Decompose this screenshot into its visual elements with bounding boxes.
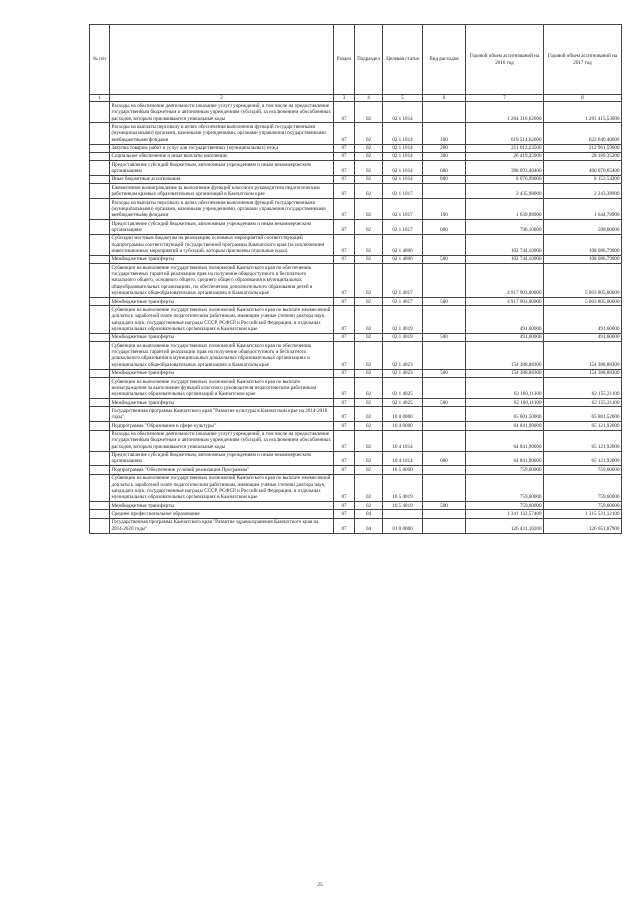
table-row bbox=[90, 502, 622, 510]
cell-section: 07 bbox=[334, 184, 355, 199]
table-row bbox=[90, 474, 622, 501]
cell-target-article: 02 1 1014 bbox=[383, 144, 423, 152]
cell-expense-type bbox=[423, 518, 466, 533]
cell-amount-2016: 64 841,90000 bbox=[466, 422, 544, 430]
table-row bbox=[90, 161, 622, 176]
cell-name: Среднее профессиональное образование bbox=[110, 510, 334, 518]
cell-amount-2016: 4 917 903,00000 bbox=[466, 264, 544, 298]
cell-amount-2016: 211 612,23500 bbox=[466, 144, 544, 152]
cell-amount-2016: 102 744,10000 bbox=[466, 255, 544, 263]
cell-subsection: 02 bbox=[355, 199, 383, 220]
column-numbers-row bbox=[90, 95, 622, 102]
cell-name: Межбюджетные трансферты bbox=[110, 333, 334, 341]
cell-expense-type: 500 bbox=[423, 502, 466, 510]
cell-name: Подпрограмма "Образование в сфере культуры" bbox=[110, 422, 334, 430]
col-number: 1 bbox=[90, 95, 110, 102]
cell-target-article: 10 5 0000 bbox=[383, 466, 423, 474]
cell-num bbox=[90, 298, 110, 306]
cell-name: Подпрограмма "Обеспечение условий реализации Программы" bbox=[110, 466, 334, 474]
col-number: 6 bbox=[423, 95, 466, 102]
cell-amount-2016: 154 388,88300 bbox=[466, 369, 544, 377]
cell-num bbox=[90, 234, 110, 255]
table-row bbox=[90, 306, 622, 333]
cell-target-article: 02 1 1014 bbox=[383, 175, 423, 183]
cell-amount-2017: 126 651,87900 bbox=[544, 518, 622, 533]
cell-subsection: 02 bbox=[355, 264, 383, 298]
cell-target-article: 02 1 4019 bbox=[383, 333, 423, 341]
cell-amount-2016: 759,60000 bbox=[466, 502, 544, 510]
cell-section: 07 bbox=[334, 199, 355, 220]
cell-expense-type: 600 bbox=[423, 220, 466, 235]
cell-amount-2017: 65 881,52000 bbox=[544, 407, 622, 422]
cell-expense-type bbox=[423, 430, 466, 451]
col-number: 7 bbox=[466, 95, 544, 102]
cell-amount-2016: 398 693,40400 bbox=[466, 161, 544, 176]
cell-subsection: 02 bbox=[355, 255, 383, 263]
cell-expense-type bbox=[423, 184, 466, 199]
table-row bbox=[90, 298, 622, 306]
header-exp-type: Вид расходов bbox=[423, 25, 466, 95]
table-row bbox=[90, 144, 622, 152]
header-section: Раздел bbox=[334, 25, 355, 95]
cell-section: 07 bbox=[334, 255, 355, 263]
cell-subsection: 02 bbox=[355, 430, 383, 451]
cell-amount-2016: 759,60000 bbox=[466, 466, 544, 474]
cell-subsection: 02 bbox=[355, 161, 383, 176]
table-row bbox=[90, 199, 622, 220]
cell-name: Иные бюджетные ассигнования bbox=[110, 175, 334, 183]
cell-name: Субвенции на выполнение государственных полномочий Камчатского края по выплате ежемесячной доплаты к заработной плате педагогическим работникам, имеющим ученые степени доктора наук, кандидата наук, государственные награды СССР, РСФСР и Российской Федерации, в отдельных муниципальных образовательных организациях в Камчатском крае bbox=[110, 306, 334, 333]
cell-num bbox=[90, 184, 110, 199]
cell-num bbox=[90, 199, 110, 220]
cell-num bbox=[90, 378, 110, 399]
cell-subsection: 02 bbox=[355, 407, 383, 422]
cell-target-article: 02 1 4017 bbox=[383, 298, 423, 306]
cell-num bbox=[90, 510, 110, 518]
cell-section: 07 bbox=[334, 306, 355, 333]
cell-amount-2017: 154 388,88300 bbox=[544, 369, 622, 377]
cell-target-article: 02 1 4006 bbox=[383, 255, 423, 263]
cell-target-article: 10 4 1014 bbox=[383, 451, 423, 466]
cell-name: Субвенции на выполнение государственных полномочий Камчатского края по выплате ежемесячной доплаты к заработной плате педагогическим работникам, имеющим ученые степени доктора наук, кандидата наук, государственные награды СССР, РСФСР и Российской Федерации, в отдельных муниципальных образовательных организациях в Камчатском крае bbox=[110, 474, 334, 501]
header-2017: Годовой объем ассигнований на 2017 год bbox=[544, 25, 622, 95]
header-subsection: Подраздел bbox=[355, 25, 383, 95]
cell-amount-2016: 26 419,35900 bbox=[466, 152, 544, 160]
table-row bbox=[90, 430, 622, 451]
cell-amount-2016: 1 639,88900 bbox=[466, 199, 544, 220]
cell-target-article: 02 1 4025 bbox=[383, 399, 423, 407]
cell-expense-type bbox=[423, 378, 466, 399]
cell-target-article: 02 1 4023 bbox=[383, 369, 423, 377]
cell-expense-type: 600 bbox=[423, 161, 466, 176]
cell-amount-2016: 2 435,98900 bbox=[466, 184, 544, 199]
cell-num bbox=[90, 466, 110, 474]
cell-num bbox=[90, 342, 110, 369]
table-row bbox=[90, 422, 622, 430]
cell-subsection: 04 bbox=[355, 518, 383, 533]
cell-name: Социальное обеспечение и иные выплаты населению bbox=[110, 152, 334, 160]
cell-target-article: 02 1 1014 bbox=[383, 102, 423, 123]
table-row bbox=[90, 378, 622, 399]
cell-amount-2016: 491,60000 bbox=[466, 333, 544, 341]
cell-name: Ежемесячное вознаграждение за выполнение функций классного руководителя педагогическим работникам краевых образовательных организаций в Камчатском крае bbox=[110, 184, 334, 199]
cell-subsection: 02 bbox=[355, 422, 383, 430]
table-row bbox=[90, 102, 622, 123]
cell-num bbox=[90, 407, 110, 422]
table-row bbox=[90, 123, 622, 144]
cell-expense-type: 600 bbox=[423, 451, 466, 466]
cell-expense-type: 500 bbox=[423, 298, 466, 306]
cell-name: Предоставление субсидий бюджетным, автономным учреждениям и иным некоммерческим организациям bbox=[110, 220, 334, 235]
cell-amount-2016: 62 160,11100 bbox=[466, 399, 544, 407]
cell-subsection: 02 bbox=[355, 466, 383, 474]
table-row bbox=[90, 264, 622, 298]
cell-amount-2017: 759,60000 bbox=[544, 502, 622, 510]
cell-subsection: 02 bbox=[355, 474, 383, 501]
cell-amount-2016: 102 744,10000 bbox=[466, 234, 544, 255]
cell-expense-type bbox=[423, 510, 466, 518]
cell-amount-2017: 5 003 805,00000 bbox=[544, 264, 622, 298]
cell-amount-2017: 108 086,79000 bbox=[544, 255, 622, 263]
cell-section: 07 bbox=[334, 466, 355, 474]
cell-expense-type: 100 bbox=[423, 199, 466, 220]
cell-expense-type bbox=[423, 466, 466, 474]
cell-expense-type bbox=[423, 102, 466, 123]
cell-amount-2016: 64 841,90000 bbox=[466, 430, 544, 451]
cell-target-article: 10 4 1014 bbox=[383, 430, 423, 451]
cell-amount-2016: 62 160,11100 bbox=[466, 378, 544, 399]
cell-name: Расходы на обеспечение деятельности (оказание услуг) учреждений, в том числе на предоставление государственным бюджетным и автономным учреждениям субсидий, за исключением обособленных расходов, которым присваиваются уникальные коды bbox=[110, 430, 334, 451]
cell-subsection: 02 bbox=[355, 152, 383, 160]
cell-amount-2016: 1 341 132,57400 bbox=[466, 510, 544, 518]
cell-amount-2017: 2 243,38900 bbox=[544, 184, 622, 199]
cell-num bbox=[90, 102, 110, 123]
cell-amount-2017: 759,60000 bbox=[544, 474, 622, 501]
cell-section: 07 bbox=[334, 430, 355, 451]
cell-target-article: 02 1 4017 bbox=[383, 264, 423, 298]
cell-name: Субвенции на выполнение государственных полномочий Камчатского края по выплате вознаграждения за выполнение функций классного руководителя педагогическим работникам муниципальных образовательных организаций в Камчатском крае bbox=[110, 378, 334, 399]
cell-subsection: 02 bbox=[355, 184, 383, 199]
cell-num bbox=[90, 220, 110, 235]
table-row bbox=[90, 234, 622, 255]
col-number: 2 bbox=[110, 95, 334, 102]
header-2016: Годовой объем ассигнований на 2016 год bbox=[466, 25, 544, 95]
cell-section: 07 bbox=[334, 161, 355, 176]
cell-name: Расходы на выплаты персоналу в целях обеспечения выполнения функций государственными (муниципальными) органами, казенными учреждениями, органами управления государственными внебюджетными фондами bbox=[110, 123, 334, 144]
cell-name: Предоставление субсидий бюджетным, автономным учреждениям и иным некоммерческим организациям bbox=[110, 451, 334, 466]
cell-amount-2016: 65 601,50000 bbox=[466, 407, 544, 422]
cell-target-article: 10 5 4019 bbox=[383, 474, 423, 501]
cell-section: 07 bbox=[334, 342, 355, 369]
cell-amount-2017: 622 040,40600 bbox=[544, 123, 622, 144]
cell-num bbox=[90, 474, 110, 501]
table-row bbox=[90, 220, 622, 235]
cell-target-article bbox=[383, 510, 423, 518]
col-number: 5 bbox=[383, 95, 423, 102]
cell-subsection: 02 bbox=[355, 399, 383, 407]
cell-section: 07 bbox=[334, 518, 355, 533]
cell-amount-2017: 598,60000 bbox=[544, 220, 622, 235]
cell-subsection: 02 bbox=[355, 123, 383, 144]
cell-num bbox=[90, 333, 110, 341]
cell-name: Расходы на выплаты персоналу в целях обеспечения выполнения функций государственными (муниципальными) органами, казенными учреждениями, органами управления государственными внебюджетными фондами bbox=[110, 199, 334, 220]
header-target: Целевая статья bbox=[383, 25, 423, 95]
cell-num bbox=[90, 255, 110, 263]
cell-section: 07 bbox=[334, 510, 355, 518]
cell-name: Государственная программа Камчатского края "Развитие культуры в Камчатском крае на 2014-2018 годы" bbox=[110, 407, 334, 422]
cell-name: Субвенции на выполнение государственных полномочий Камчатского края по обеспечению государственных гарантий реализации прав на получение общедоступного и бесплатного начального общего, основного общего, среднего общего образования в муниципальных общеобразовательных организациях, по обеспечению дополнительного образования детей в муниципальных общеобразовательных организациях в Камчатском крае bbox=[110, 264, 334, 298]
cell-name: Предоставление субсидий бюджетным, автономным учреждениям и иным некоммерческим организациям bbox=[110, 161, 334, 176]
cell-num bbox=[90, 518, 110, 533]
cell-amount-2017: 491,60000 bbox=[544, 306, 622, 333]
cell-target-article: 02 1 4006 bbox=[383, 234, 423, 255]
cell-expense-type: 500 bbox=[423, 333, 466, 341]
cell-amount-2017: 62 155,21100 bbox=[544, 378, 622, 399]
cell-expense-type: 200 bbox=[423, 144, 466, 152]
cell-amount-2016: 64 841,90000 bbox=[466, 451, 544, 466]
cell-amount-2016: 126 431,10200 bbox=[466, 518, 544, 533]
cell-section: 07 bbox=[334, 264, 355, 298]
cell-num bbox=[90, 422, 110, 430]
cell-num bbox=[90, 430, 110, 451]
table-row bbox=[90, 175, 622, 183]
cell-expense-type bbox=[423, 306, 466, 333]
header-num: № п/п bbox=[90, 25, 110, 95]
cell-amount-2016: 8 076,99600 bbox=[466, 175, 544, 183]
cell-section: 07 bbox=[334, 123, 355, 144]
cell-subsection: 02 bbox=[355, 175, 383, 183]
budget-table bbox=[89, 24, 622, 534]
cell-amount-2017: 62 155,21100 bbox=[544, 399, 622, 407]
cell-section: 07 bbox=[334, 175, 355, 183]
cell-name: Межбюджетные трансферты bbox=[110, 502, 334, 510]
cell-amount-2017: 400 070,65400 bbox=[544, 161, 622, 176]
table-header bbox=[90, 25, 622, 95]
cell-target-article: 02 1 4023 bbox=[383, 342, 423, 369]
table-row bbox=[90, 407, 622, 422]
cell-name: Субвенции на выполнение государственных полномочий Камчатского края по обеспечению государственных гарантий реализации прав на получение общедоступного и бесплатного дошкольного образования в муниципальных дошкольных образовательных организациях и муниципальных общеобразовательных организациях в Камчатском крае bbox=[110, 342, 334, 369]
cell-section: 07 bbox=[334, 502, 355, 510]
cell-num bbox=[90, 144, 110, 152]
cell-num bbox=[90, 264, 110, 298]
table-row bbox=[90, 184, 622, 199]
cell-num bbox=[90, 123, 110, 144]
cell-amount-2016: 491,60000 bbox=[466, 306, 544, 333]
cell-num bbox=[90, 306, 110, 333]
cell-amount-2017: 108 086,79000 bbox=[544, 234, 622, 255]
cell-section: 07 bbox=[334, 369, 355, 377]
cell-section: 07 bbox=[334, 298, 355, 306]
table-row bbox=[90, 518, 622, 533]
cell-expense-type: 500 bbox=[423, 255, 466, 263]
cell-subsection: 04 bbox=[355, 510, 383, 518]
cell-target-article: 02 1 1014 bbox=[383, 152, 423, 160]
table-row bbox=[90, 510, 622, 518]
cell-section: 07 bbox=[334, 220, 355, 235]
cell-amount-2017: 154 388,88300 bbox=[544, 342, 622, 369]
cell-section: 07 bbox=[334, 407, 355, 422]
cell-name: Межбюджетные трансферты bbox=[110, 369, 334, 377]
cell-subsection: 02 bbox=[355, 220, 383, 235]
cell-subsection: 02 bbox=[355, 102, 383, 123]
cell-name: Межбюджетные трансферты bbox=[110, 255, 334, 263]
cell-target-article: 02 1 1017 bbox=[383, 220, 423, 235]
cell-section: 07 bbox=[334, 333, 355, 341]
cell-target-article: 10 0 0000 bbox=[383, 407, 423, 422]
cell-subsection: 02 bbox=[355, 298, 383, 306]
cell-subsection: 02 bbox=[355, 378, 383, 399]
table-row bbox=[90, 152, 622, 160]
cell-amount-2017: 65 121,92000 bbox=[544, 451, 622, 466]
cell-target-article: 02 1 4019 bbox=[383, 306, 423, 333]
cell-expense-type: 500 bbox=[423, 369, 466, 377]
cell-amount-2017: 28 189,35200 bbox=[544, 152, 622, 160]
cell-expense-type bbox=[423, 234, 466, 255]
cell-section: 07 bbox=[334, 422, 355, 430]
cell-section: 07 bbox=[334, 474, 355, 501]
table-row bbox=[90, 466, 622, 474]
cell-name: Межбюджетные трансферты bbox=[110, 298, 334, 306]
table-row bbox=[90, 399, 622, 407]
cell-name: Расходы на обеспечение деятельности (оказание услуг) учреждений, в том числе на предоставление государственным бюджетным и автономным учреждениям субсидий, за исключением обособленных расходов, которым присваиваются уникальные коды bbox=[110, 102, 334, 123]
cell-amount-2016: 154 388,88300 bbox=[466, 342, 544, 369]
cell-num bbox=[90, 152, 110, 160]
cell-amount-2017: 5 003 805,00000 bbox=[544, 298, 622, 306]
cell-expense-type bbox=[423, 474, 466, 501]
cell-target-article: 02 1 1014 bbox=[383, 123, 423, 144]
cell-subsection: 02 bbox=[355, 342, 383, 369]
cell-amount-2017: 1 644,78900 bbox=[544, 199, 622, 220]
cell-amount-2016: 759,60000 bbox=[466, 474, 544, 501]
cell-num bbox=[90, 161, 110, 176]
cell-amount-2016: 4 917 903,00000 bbox=[466, 298, 544, 306]
cell-amount-2017: 8 153,54200 bbox=[544, 175, 622, 183]
cell-section: 07 bbox=[334, 451, 355, 466]
cell-expense-type: 500 bbox=[423, 399, 466, 407]
cell-target-article: 01 0 0000 bbox=[383, 518, 423, 533]
cell-num bbox=[90, 399, 110, 407]
cell-name: Субсидии местным бюджетам на реализацию основных мероприятий соответствующей подпрограммы соответствующей государственной программы Камчатского края (за исключением инвестиционных мероприятий и субсидий, которым присвоены отдельные коды) bbox=[110, 234, 334, 255]
cell-subsection: 02 bbox=[355, 144, 383, 152]
cell-amount-2017: 1 281 415,53000 bbox=[544, 102, 622, 123]
cell-name: Закупка товаров, работ и услуг для государственных (муниципальных) нужд bbox=[110, 144, 334, 152]
cell-amount-2017: 65 121,92000 bbox=[544, 430, 622, 451]
table-row bbox=[90, 369, 622, 377]
cell-subsection: 02 bbox=[355, 306, 383, 333]
cell-num bbox=[90, 175, 110, 183]
cell-target-article: 10 5 4019 bbox=[383, 502, 423, 510]
cell-subsection: 02 bbox=[355, 234, 383, 255]
cell-section: 07 bbox=[334, 234, 355, 255]
table-body bbox=[90, 102, 622, 533]
cell-amount-2017: 759,60000 bbox=[544, 466, 622, 474]
cell-subsection: 02 bbox=[355, 451, 383, 466]
cell-expense-type: 300 bbox=[423, 152, 466, 160]
cell-subsection: 02 bbox=[355, 502, 383, 510]
cell-target-article: 02 1 1017 bbox=[383, 199, 423, 220]
cell-subsection: 02 bbox=[355, 369, 383, 377]
table-row bbox=[90, 333, 622, 341]
cell-expense-type bbox=[423, 342, 466, 369]
table-row bbox=[90, 342, 622, 369]
cell-section: 07 bbox=[334, 152, 355, 160]
cell-name: Государственная программа Камчатского края "Развитие здравоохранения Камчатского края на 2014-2020 годы" bbox=[110, 518, 334, 533]
cell-amount-2016: 796,10000 bbox=[466, 220, 544, 235]
cell-expense-type bbox=[423, 264, 466, 298]
cell-amount-2016: 1 264 316,62000 bbox=[466, 102, 544, 123]
col-number: 4 bbox=[355, 95, 383, 102]
table-row bbox=[90, 451, 622, 466]
cell-amount-2017: 212 961,59600 bbox=[544, 144, 622, 152]
header-name bbox=[110, 25, 334, 95]
col-number: 3 bbox=[334, 95, 355, 102]
cell-target-article: 10 4 0000 bbox=[383, 422, 423, 430]
col-number: 8 bbox=[544, 95, 622, 102]
cell-amount-2016: 619 514,62600 bbox=[466, 123, 544, 144]
cell-amount-2017: 1 315 531,12100 bbox=[544, 510, 622, 518]
cell-expense-type: 800 bbox=[423, 175, 466, 183]
cell-num bbox=[90, 502, 110, 510]
cell-amount-2017: 65 121,92000 bbox=[544, 422, 622, 430]
cell-target-article: 02 1 1017 bbox=[383, 184, 423, 199]
cell-section: 07 bbox=[334, 144, 355, 152]
cell-num bbox=[90, 451, 110, 466]
cell-expense-type bbox=[423, 407, 466, 422]
page-number: 25 bbox=[317, 882, 323, 888]
cell-target-article: 02 1 4025 bbox=[383, 378, 423, 399]
cell-section: 07 bbox=[334, 399, 355, 407]
cell-section: 07 bbox=[334, 102, 355, 123]
cell-subsection: 02 bbox=[355, 333, 383, 341]
cell-amount-2017: 491,60000 bbox=[544, 333, 622, 341]
table-row bbox=[90, 255, 622, 263]
cell-expense-type bbox=[423, 422, 466, 430]
cell-section: 07 bbox=[334, 378, 355, 399]
cell-num bbox=[90, 369, 110, 377]
cell-expense-type: 100 bbox=[423, 123, 466, 144]
cell-name: Межбюджетные трансферты bbox=[110, 399, 334, 407]
cell-target-article: 02 1 1014 bbox=[383, 161, 423, 176]
